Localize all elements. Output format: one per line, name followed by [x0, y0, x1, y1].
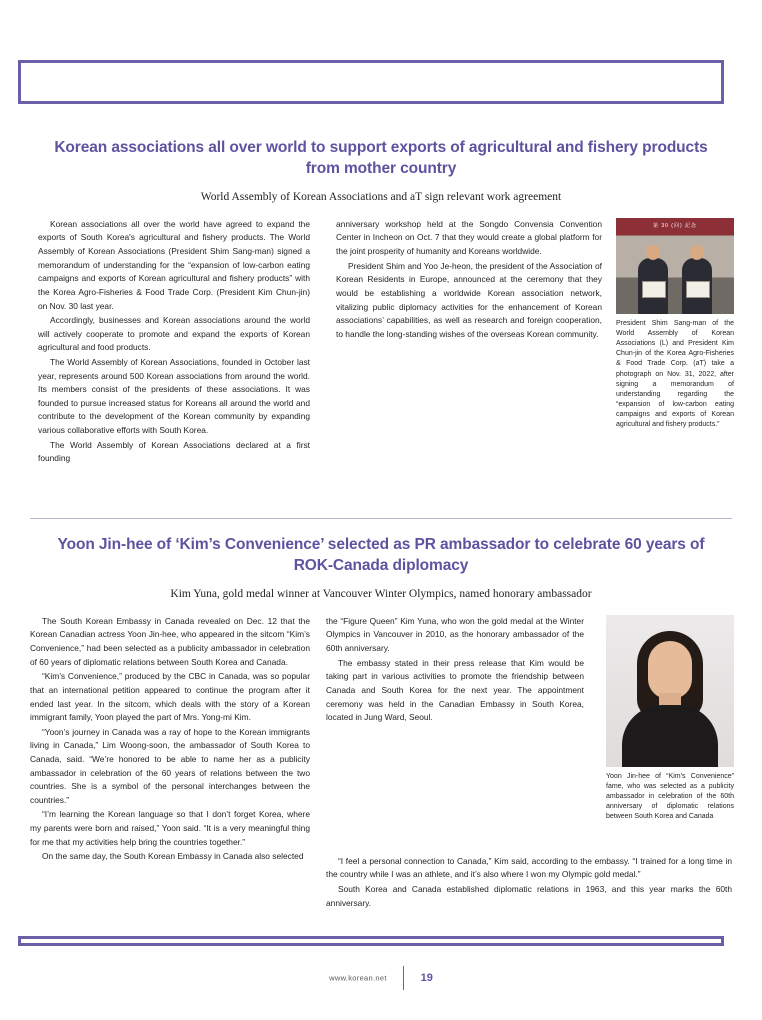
body-shape [622, 705, 718, 767]
portrait-photo [606, 615, 734, 767]
page-footer [0, 966, 762, 1000]
paragraph: The embassy stated in their press release that Kim would be taking part in various activities to promote the friendship between Canada and South Korea for the next year. The appointment ceremony was held in the Canadian Embassy in South Korea, located in Jung Ward, Seoul. [326, 657, 584, 723]
article-1-caption: President Shim Sang-man of the World Assembly of Korean Associations (L) and President Kim Chun-jin of the Korea Agro-Fisheries & Food Trade Corp. (aT) take a photograph on Nov. 31, 2022, after signing a memorandum of understanding regarding the “expansion of low-carbon eating campaigns and exports of Korean agricultural and fishery products.” [616, 319, 734, 429]
signing-ceremony-photo [616, 218, 734, 314]
footer-site-url[interactable]: www.korean.net [329, 973, 387, 983]
article-2-right-column [326, 615, 584, 726]
footer-separator [403, 966, 404, 990]
article-2-caption: Yoon Jin-hee of “Kim’s Convenience” fame, who was selected as a publicity ambassador in celebration of the 60th anniversary of diplomatic relations between South Korea and Canada [606, 772, 734, 821]
paragraph: President Shim and Yoo Je-heon, the president of the Association of Korean Residents in Europe, announced at the ceremony that they would be establishing a worldwide Korean association network, vitalizing public diplomacy activities for the enhancement of Korean associations’ capabilities, as well as research and foreign cooperation, to handle the long-standing wishes of the overseas Korean community. [336, 260, 602, 339]
paragraph: “Kim’s Convenience,” produced by the CBC in Canada, was so popular that an international petition appeared to continue the program after it ended last year. In the sitcom, which deals with the story of a Korean immigrant family, Yoon played the part of Mrs. Yong-mi Kim. [30, 671, 310, 723]
article-2-columns [30, 615, 732, 947]
paragraph: anniversary workshop held at the Songdo Convensia Convention Center in Incheon on Oct. 7 that they would create a global platform for the joint prosperity of humanity and Koreans worldwide. [336, 218, 602, 257]
article-2-left-column [30, 615, 310, 865]
top-decorative-band [18, 60, 724, 104]
photo-banner-text: 第 30 (回) 記念 [616, 218, 734, 235]
article-2-subhead: Kim Yuna, gold medal winner at Vancouver Winter Olympics, named honorary ambassador [170, 587, 592, 600]
paragraph: The South Korean Embassy in Canada revealed on Dec. 12 that the Korean Canadian actress Yoon Jin-hee, who appeared in the sitcom “Kim’s Convenience,” had been selected as a publicity ambassador in celebration of 60 years of diplomatic relations between South Korea and Canada. [30, 615, 310, 667]
article-1-columns [30, 218, 732, 493]
footer-page-number: 19 [420, 972, 433, 984]
section-divider [30, 518, 732, 519]
article-1-headline: Korean associations all over world to support exports of agricultural and fishery products from mother country [54, 139, 708, 177]
article-1-figure [616, 218, 734, 431]
article-1-right-column [336, 218, 602, 342]
bottom-decorative-band [18, 936, 724, 946]
paragraph: “Yoon’s journey in Canada was a ray of hope to the Korean immigrants living in Canada,” Lim Woong-soon, the ambassador of South Korea to Canada, said. “We’re honored to be able to name her as a publicity ambassador in celebration of the 60 years of relations between the two countries. She is a symbol of the personal interchanges between the countries.” [30, 726, 310, 805]
paragraph: South Korea and Canada established diplomatic relations in 1963, and this year marks the 60th anniversary. [326, 884, 732, 908]
mou-document [686, 281, 710, 298]
paragraph: The World Assembly of Korean Associations, founded in October last year, represents around 500 Korean associations from around the world. Its members consist of the presidents of these associations. It was founded to pursue increased status for Koreans all around the world and contribute to the development of the Korean community by expanding various collaborative efforts with South Korea. [38, 356, 310, 435]
paragraph: “I’m learning the Korean language so that I don’t forget Korea, where my parents were born and raised,” Yoon said. “It is a very meaningful thing for me that my activities help bring the countries together.” [30, 809, 310, 847]
paragraph: the “Figure Queen” Kim Yuna, who won the gold medal at the Winter Olympics in Vancouver in 2010, as the honorary ambassador of the 60th anniversary. [326, 615, 584, 654]
article-1-subhead: World Assembly of Korean Associations and aT sign relevant work agreement [200, 190, 562, 203]
article-korean-associations [30, 138, 732, 493]
paragraph: The World Assembly of Korean Associations declared at a first founding [38, 439, 310, 464]
paragraph: Korean associations all over the world have agreed to expand the exports of South Korea's agricultural and fishery products. The World Assembly of Korean Associations (President Shim Sang-man) signed a memorandum of understanding for the “expansion of low-carbon eating campaigns and exports of Korean agricultural and fishery products” with the Korea Agro-Fisheries & Food Trade Corp. (President Kim Chun-jin) on Nov. 30 last year. [38, 218, 310, 311]
face-shape [648, 641, 692, 699]
paragraph: “I feel a personal connection to Canada,” Kim said, according to the embassy. “I trained for a long time in the country while I was an athlete, and it’s also where I won my Olympic gold medal.” [326, 855, 732, 880]
article-2-wide-column [326, 855, 732, 911]
article-2-headline: Yoon Jin-hee of ‘Kim’s Convenience’ selected as PR ambassador to celebrate 60 years of ROK-Canada diplomacy [57, 536, 705, 574]
article-1-left-column [38, 218, 310, 467]
paragraph: On the same day, the South Korean Embassy in Canada also selected [42, 851, 304, 862]
paragraph: Accordingly, businesses and Korean associations around the world will actively cooperate to promote and expand the exports of Korean agricultural and food products. [38, 315, 310, 353]
article-2-figure [606, 615, 734, 823]
mou-document [642, 281, 666, 298]
article-yoon-jin-hee [30, 535, 732, 947]
